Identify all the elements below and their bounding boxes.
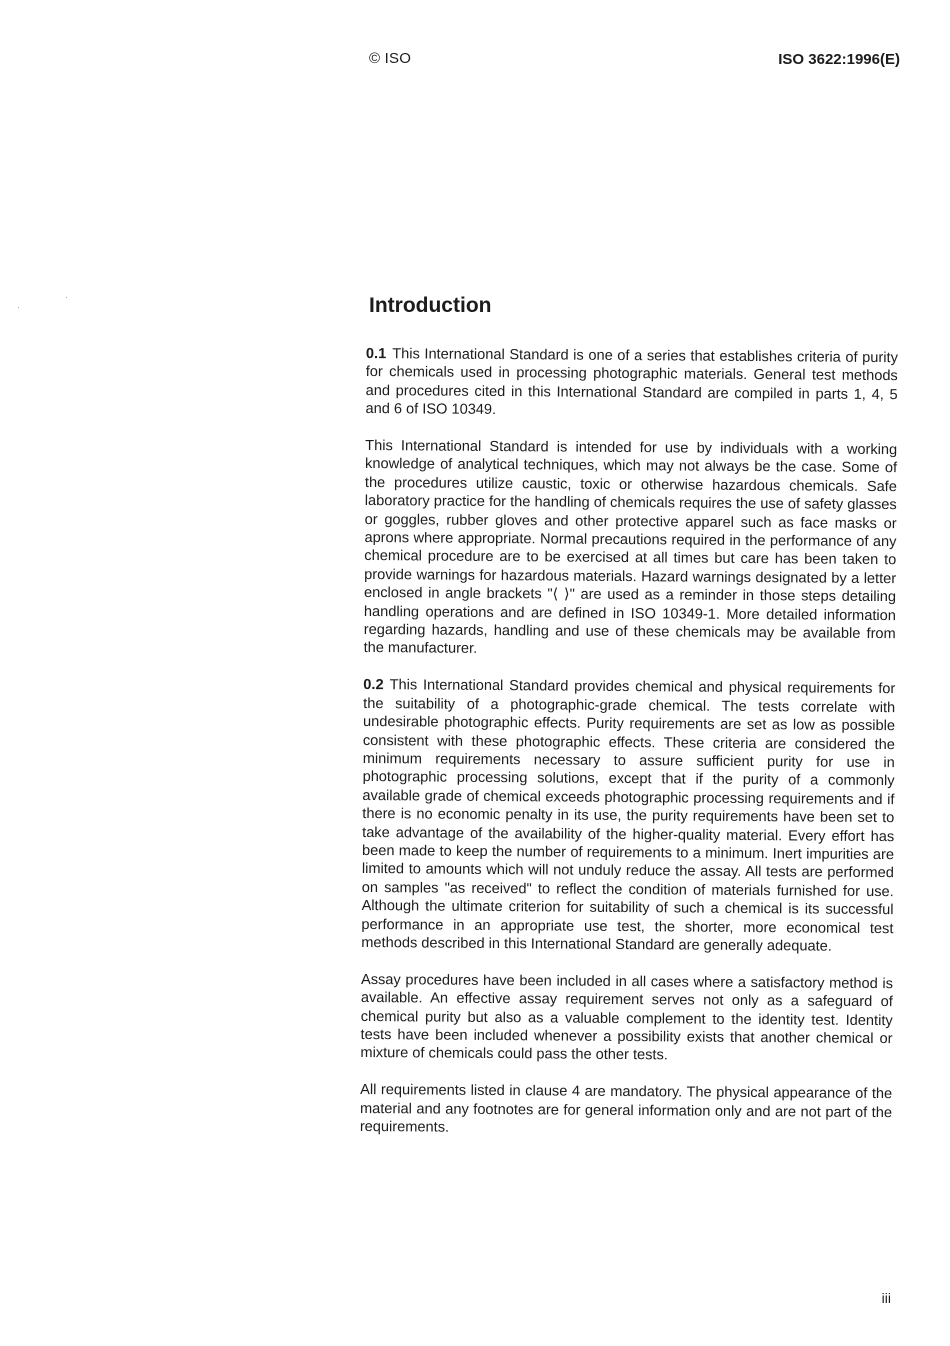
clause-number: 0.1 [365,345,387,363]
scan-speck [18,307,19,308]
page-number: iii [881,1290,891,1306]
paragraph-text: All requirements listed in clause 4 are mandatory. The physical appearance of the material and any footnotes are for general information only and are not part of the requirements. [359,1082,893,1136]
paragraph-requirements [360,1081,892,1140]
scan-speck [66,297,67,298]
paragraph-0-1 [365,345,898,423]
header-copyright: © ISO [369,50,412,67]
paragraph-hazards [364,437,898,662]
paragraph-text: This International Standard provides chemical and physical requirements for the suitability of a photographic-grade chemical. The tests correlate with undesirable photographic effects. Purity requirements are set as low as possible consistent with these photographic effects. These criteria are considered the minimum requirements necessary to assure sufficient purity for use in photographic processing solutions, except that if the purity of a commonly available grade of chemical exceeds photographic processing requirements and if there is no economic penalty in its use, the purity requirements have been set to take advantage of the availability of the higher-quality material. Every effort has been made to keep the number of requirements to a minimum. Inert impurities are limited to amounts which will not unduly reduce the assay. All tests are performed on samples "as received" to reflect the condition of materials furnished for use. Although the ultimate criterion for suitability of such a chemical is its successful performance in an appropriate use test, the shorter, more economical test methods described in this International Standard are generally adequate. [361,677,896,955]
paragraph-0-2 [361,676,895,956]
body-text [360,345,898,1159]
header-document-id: ISO 3622:1996(E) [778,51,900,68]
page-title: Introduction [369,294,492,317]
paragraph-assay [360,971,893,1067]
paragraph-text: Assay procedures have been included in all cases where a satisfactory method is available. An effective assay requirement serves not only as a safeguard of chemical purity but also as a valuable complement to the identity test. Identity tests have been included whenever a possibility exists that another chemical or mixture of chemicals could pass the other tests. [360,971,894,1064]
paragraph-text: This International Standard is one of a series that establishes criteria of purity for chemicals used in processing photographic materials. General test methods and procedures cited in this International Standard are compiled in parts 1, 4, 5 and 6 of ISO 10349. [365,346,898,419]
clause-number: 0.2 [363,677,384,694]
paragraph-text: This International Standard is intended for use by individuals with a working knowledge of analytical techniques, which may not always be the case. Some of the procedures utilize caustic, toxic or otherwise hazardous chemicals. Safe laboratory practice for the handling of chemicals requires the use of safety glasses or goggles, rubber gloves and other protective apparel such as face masks or aprons where appropriate. Normal precautions required in the performance of any chemical procedure are to be exercised at all times but care has been taken to provide warnings for hazardous materials. Hazard warnings designated by a letter enclosed in angle brackets "⟨ ⟩" are used as a reminder in those steps detailing handling operations and are defined in ISO 10349-1. More detailed information regarding hazards, handling and use of these chemicals may be available from the manufacturer. [363,438,898,658]
